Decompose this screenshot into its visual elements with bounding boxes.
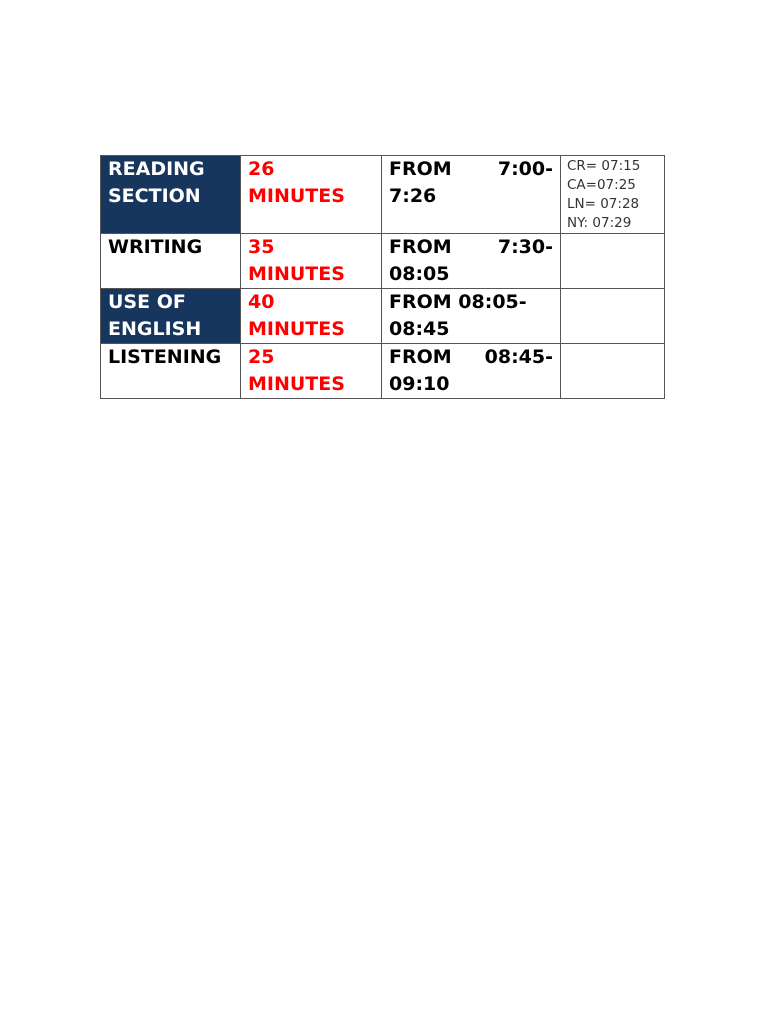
section-cell	[101, 344, 241, 399]
section-cell	[101, 289, 241, 344]
note-line: CA=07:25	[567, 177, 636, 193]
duration-cell	[241, 156, 382, 234]
section-name-line: USE OF	[108, 291, 186, 313]
time-from-label: FROM	[389, 158, 452, 180]
exam-schedule-table	[100, 155, 665, 399]
notes-cell	[561, 289, 665, 344]
time-start: 08:45-	[484, 346, 553, 368]
duration-value: 25	[248, 346, 275, 368]
notes-cell	[561, 344, 665, 399]
time-range-line: FROM 08:05-	[389, 291, 527, 313]
time-from-label: FROM	[389, 236, 452, 258]
time-range-cell	[382, 289, 561, 344]
section-cell	[101, 234, 241, 289]
duration-value: 40	[248, 291, 275, 313]
note-line: CR= 07:15	[567, 158, 641, 174]
time-from-label: FROM	[389, 346, 452, 368]
notes-cell	[561, 156, 665, 234]
time-end: 08:45	[389, 318, 450, 340]
duration-unit: MINUTES	[248, 185, 345, 207]
duration-unit: MINUTES	[248, 373, 345, 395]
time-start: 7:30-	[497, 236, 553, 258]
duration-value: 26	[248, 158, 275, 180]
time-range-line	[389, 344, 553, 371]
table-row	[101, 234, 665, 289]
time-end: 09:10	[389, 373, 450, 395]
section-name-line: WRITING	[108, 236, 203, 258]
notes-cell	[561, 234, 665, 289]
section-cell	[101, 156, 241, 234]
time-range-line	[389, 156, 553, 183]
table-row	[101, 344, 665, 399]
time-range-cell	[382, 234, 561, 289]
time-start: 7:00-	[497, 158, 553, 180]
table-row	[101, 289, 665, 344]
note-line: LN= 07:28	[567, 196, 640, 212]
table-row	[101, 156, 665, 234]
time-end: 08:05	[389, 263, 450, 285]
duration-cell	[241, 289, 382, 344]
note-line: NY: 07:29	[567, 215, 632, 231]
time-end: 7:26	[389, 185, 437, 207]
time-range-line	[389, 234, 553, 261]
section-name-line: SECTION	[108, 185, 201, 207]
duration-unit: MINUTES	[248, 318, 345, 340]
duration-cell	[241, 344, 382, 399]
duration-unit: MINUTES	[248, 263, 345, 285]
section-name-line: LISTENING	[108, 346, 222, 368]
duration-cell	[241, 234, 382, 289]
section-name-line: ENGLISH	[108, 318, 202, 340]
time-range-cell	[382, 344, 561, 399]
time-range-cell	[382, 156, 561, 234]
section-name-line: READING	[108, 158, 205, 180]
duration-value: 35	[248, 236, 275, 258]
